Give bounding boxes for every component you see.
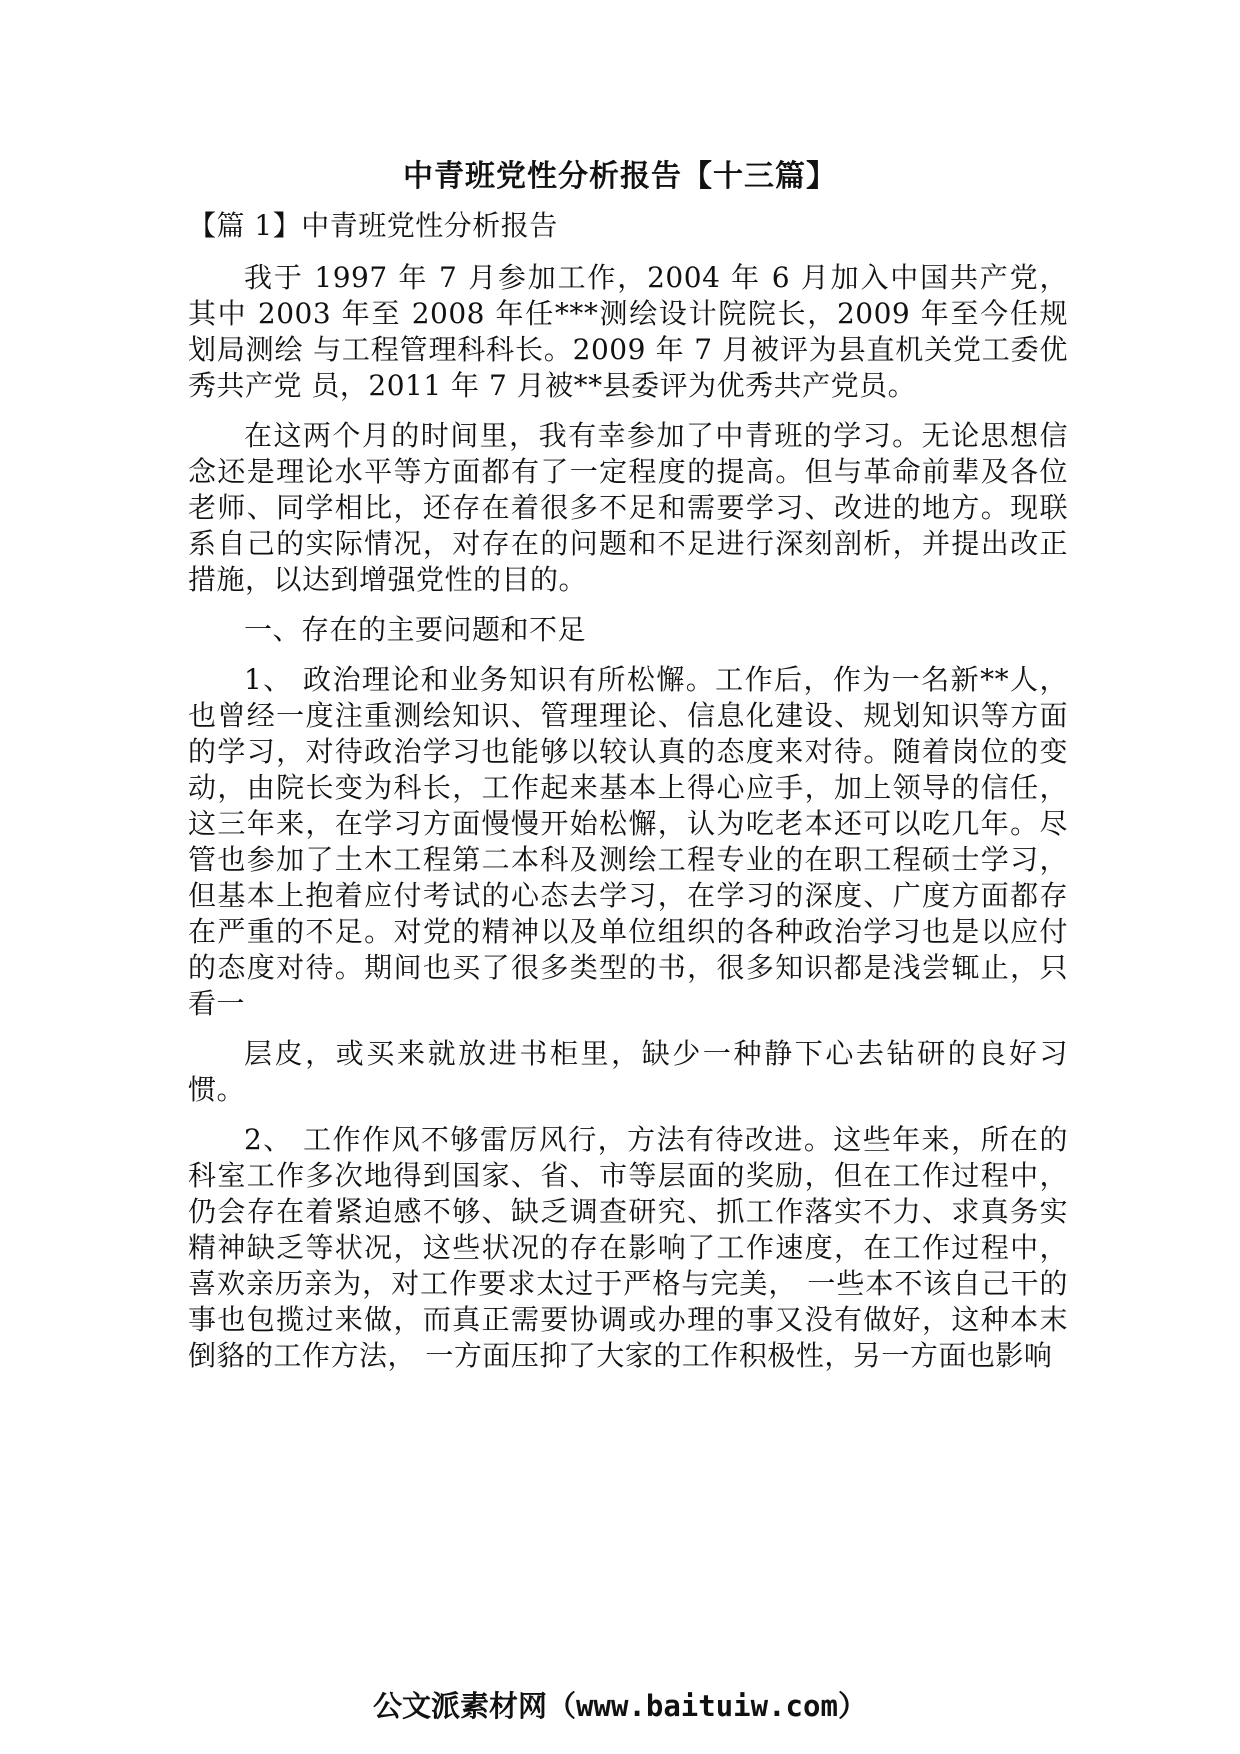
section-heading: 一、存在的主要问题和不足 [244, 613, 587, 646]
paragraph-intro: 我于 1997 年 7 月参加工作，2004 年 6 月加入中国共产党， 其中 2003 年至 2008 年任***测绘设计院院长，2009 年至今任规划局测绘 与工程管理科科长。2009 年 7 月被评为县直机关党工委优秀共产党 员，2011 年 7 月被**县委评为优秀共产党员。 [188, 261, 1068, 402]
paragraph-problem-1: 1、 政治理论和业务知识有所松懈。工作后，作为一名新**人，也曾经一度注重测绘知识、管理理论、信息化建设、规划知识等方面的学习，对待政治学习也能够以较认真的态度来对待。随着岗位的变动，由院长变为科长，工作起来基本上得心应手，加上领导的信任，这三年来，在学习方面慢慢开始松懈，认为吃老本还可以吃几年。尽管也参加了土木工程第二本科及测绘工程专业的在职工程硕士学习，但基本上抱着应付考试的心态去学习，在学习的深度、广度方面都存在严重的不足。对党的精神以及单位组织的各种政治学习也是以应付的态度对待。期间也买了很多类型的书，很多知识都是浅尝辄止，只看一 [188, 663, 1068, 1020]
document-body [188, 208, 1068, 1388]
footer-watermark: 公文派素材网（www.baituiw.com） [373, 1689, 867, 1723]
document-title: 中青班党性分析报告【十三篇】 [403, 159, 837, 194]
paragraph-study: 在这两个月的时间里，我有幸参加了中青班的学习。无论思想信念还是理论水平等方面都有了一定程度的提高。但与革命前辈及各位老师、同学相比，还存在着很多不足和需要学习、改进的地方。现联系自己的实际情况，对存在的问题和不足进行深刻剖析，并提出改正措施，以达到增强党性的目的。 [188, 419, 1068, 596]
chapter-heading: 【篇 1】中青班党性分析报告 [188, 209, 558, 242]
paragraph-problem-2: 2、 工作作风不够雷厉风行，方法有待改进。这些年来，所在的科室工作多次地得到国家、省、市等层面的奖励，但在工作过程中，仍会存在着紧迫感不够、缺乏调查研究、抓工作落实不力、求真务实精神缺乏等状况，这些状况的存在影响了工作速度，在工作过程中，喜欢亲历亲为，对工作要求太过于严格与完美， 一些本不该自己干的事也包揽过来做，而真正需要协调或办理的事又没有做好，这种本末倒貉的工作方法， 一方面压抑了大家的工作积极性，另一方面也影响 [188, 1123, 1068, 1372]
paragraph-continuation: 层皮，或买来就放进书柜里，缺少一种静下心去钻研的良好习惯。 [188, 1037, 1068, 1106]
